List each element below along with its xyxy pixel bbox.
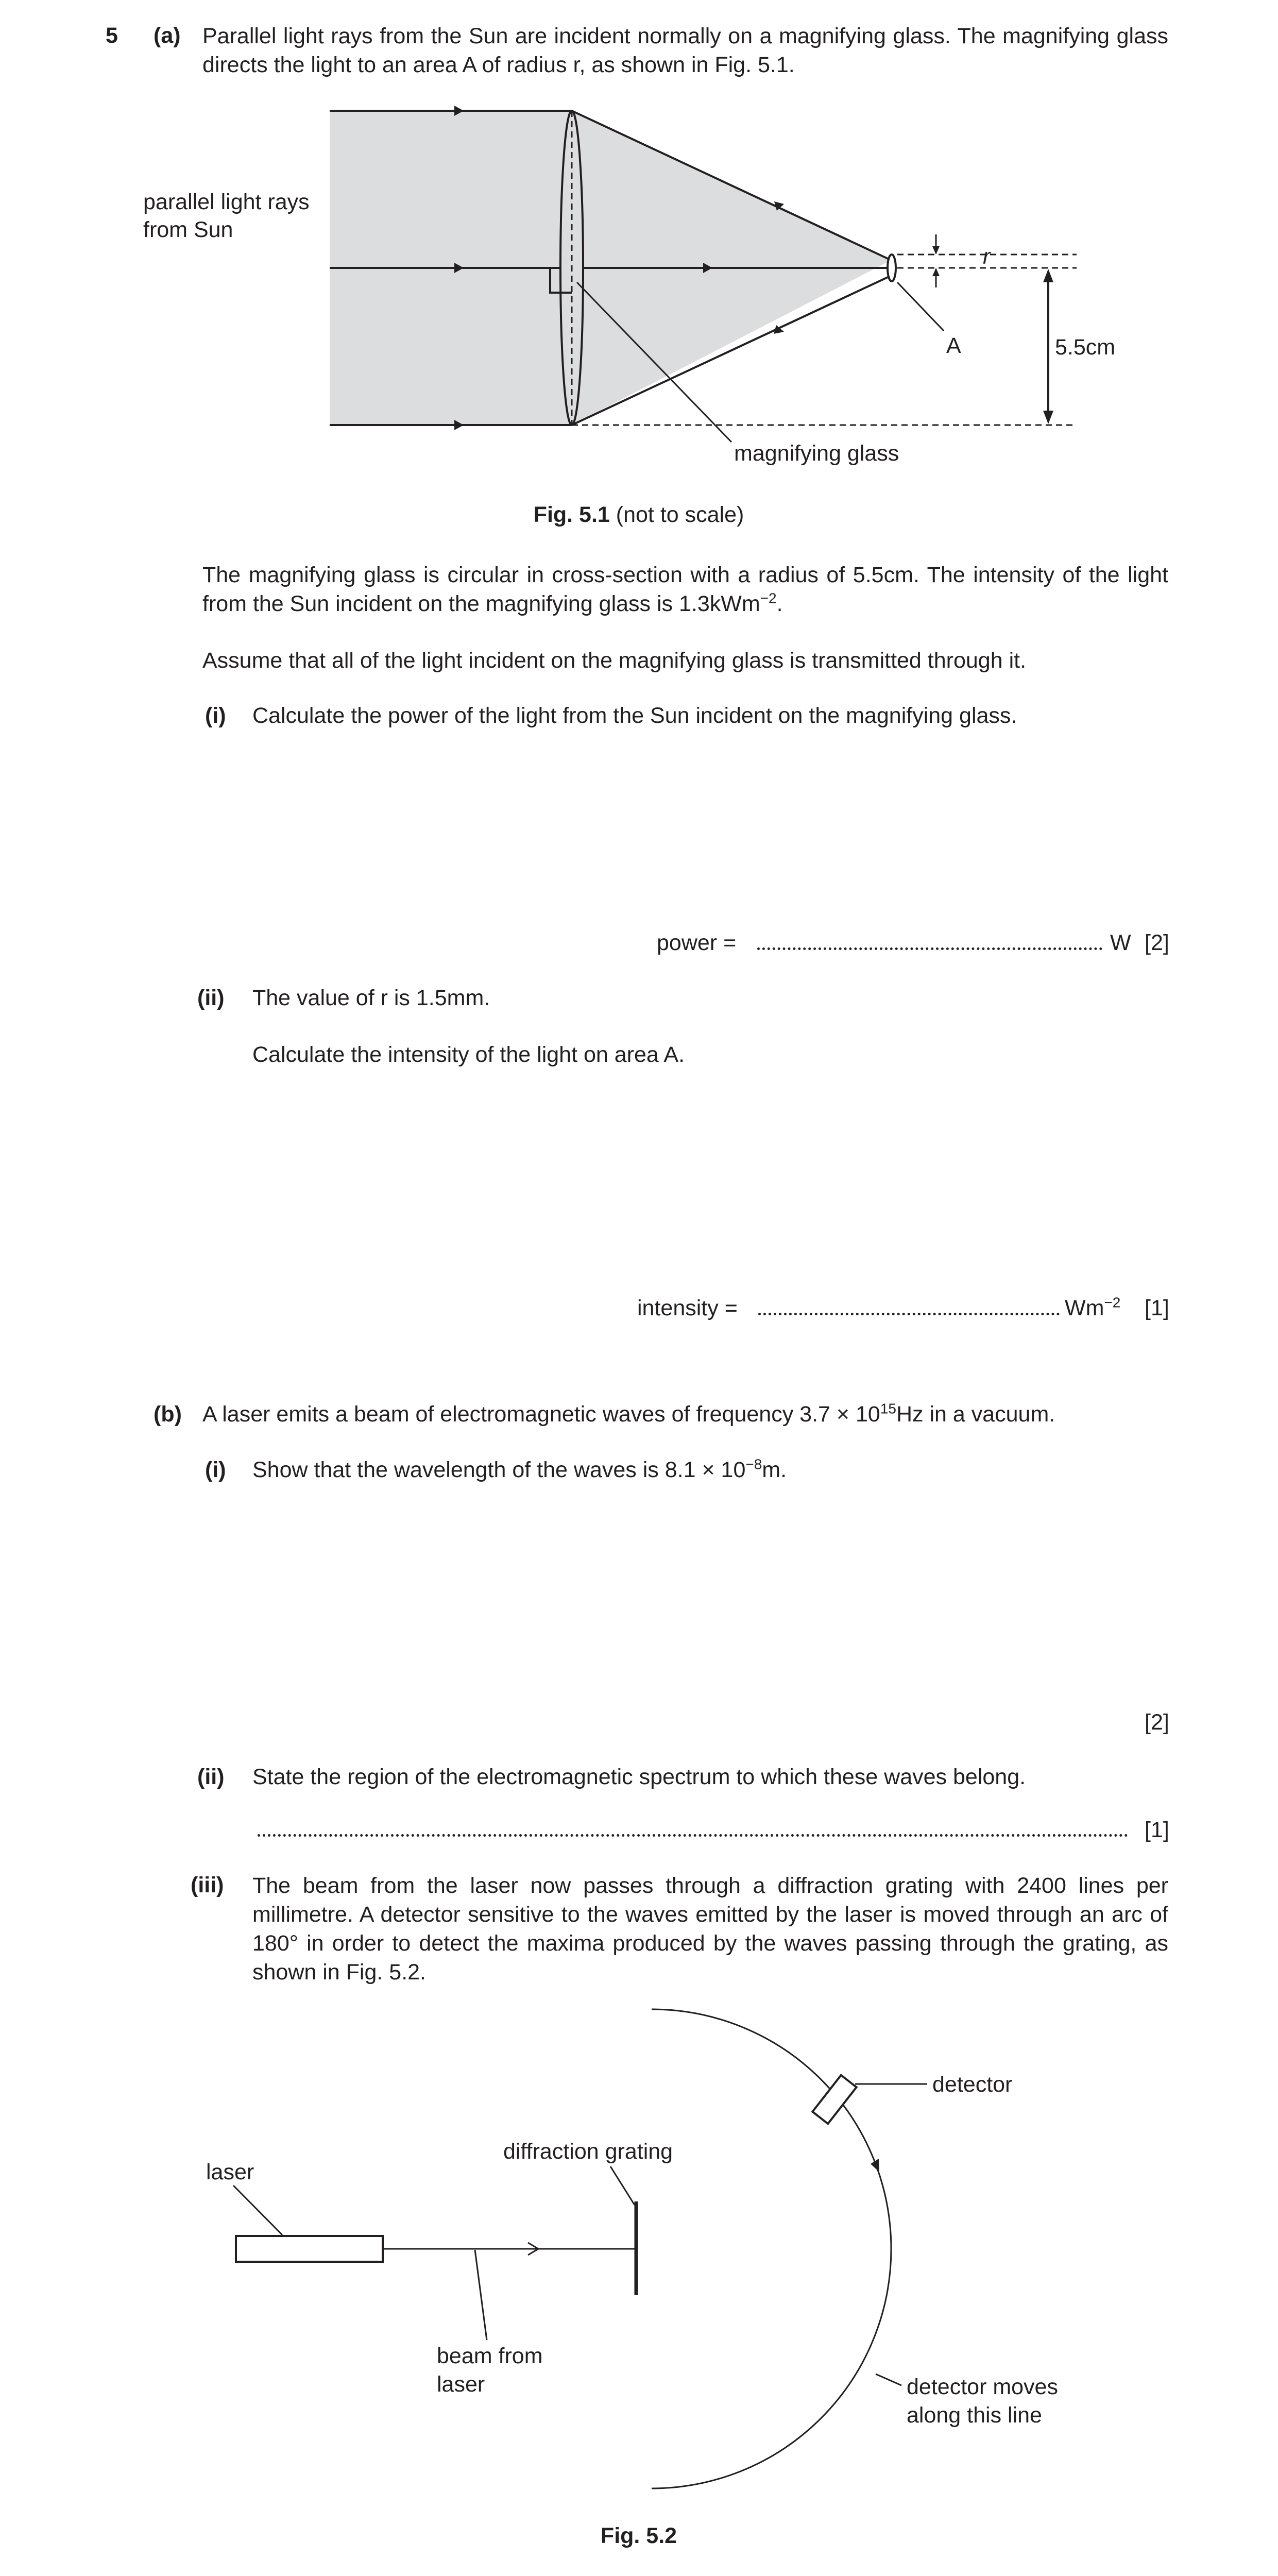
part-a-intro: Parallel light rays from the Sun are incident normally on a magnifying glass. The magnifying glass directs the light to an area A of radius r, as shown in Fig. 5.1. [202, 24, 1168, 77]
part-b-intro: A laser emits a beam of electromagnetic waves of frequency $3.7 \times 10^{15}Hz$ in a vacuum. [202, 1400, 1055, 1427]
leader-grating [610, 2166, 635, 2205]
label-detector: detector [932, 2072, 1013, 2097]
part-b-ii-text: State the region of the electromagnetic spectrum to which these waves belong. [252, 1765, 1026, 1789]
leader-beam [475, 2250, 487, 2340]
label-moves-line1: detector moves [907, 2375, 1058, 2399]
info-paragraph-1: The magnifying glass is circular in cross-section with a radius of 5.5cm. The intensity of the light from the Sun incident on the magnifying glass is 1.3kWm$^{-2}$. [202, 563, 1168, 616]
label-r: r [983, 244, 991, 269]
power-unit: W [1110, 930, 1131, 955]
label-laser: laser [206, 2160, 254, 2184]
label-rays-line2: from Sun [143, 217, 233, 242]
arrow-icon [932, 246, 940, 255]
power-answer-label: power = [657, 930, 737, 955]
label-beam-line2: laser [437, 2372, 485, 2397]
label-moves-line2: along this line [907, 2403, 1042, 2428]
part-b-i-text: Show that the wavelength of the waves is $8.1 \times 10^{-8}m$. [252, 1456, 787, 1482]
part-a-ii-label: (ii) [197, 986, 225, 1010]
part-b-iii-label: (iii) [191, 1873, 224, 1897]
label-rays-line1: parallel light rays [143, 190, 310, 214]
marks-b-i: [2] [1145, 1710, 1169, 1735]
intensity-answer-label: intensity = [637, 1296, 738, 1320]
marks-a-i: [2] [1145, 930, 1169, 955]
marks-b-ii: [1] [1145, 1818, 1169, 1842]
figure-5-2-caption: Fig. 5.2 [600, 2523, 677, 2548]
label-distance: 5.5cm [1055, 335, 1116, 360]
marks-a-ii: [1] [1145, 1296, 1169, 1320]
part-b-ii-label: (ii) [197, 1765, 225, 1789]
part-a-ii-text2: Calculate the intensity of the light on area A. [252, 1042, 685, 1067]
part-a-ii-text1: The value of r is 1.5mm. [252, 986, 490, 1010]
laser-box [236, 2236, 383, 2262]
part-b-i-label: (i) [205, 1458, 226, 1482]
question-number: 5 [106, 23, 118, 48]
detector-arc [652, 2009, 891, 2488]
part-a-label: (a) [154, 23, 181, 48]
area-A [888, 255, 896, 281]
power-answer-line[interactable] [757, 947, 1102, 950]
detector [812, 2075, 856, 2124]
answer-line-b-ii[interactable] [258, 1834, 1128, 1837]
intensity-unit: $Wm^{-2}$ [1065, 1294, 1121, 1320]
part-a-i-label: (i) [205, 703, 226, 728]
leader-moves [876, 2374, 901, 2385]
leader-A [897, 282, 944, 331]
part-a-i-text: Calculate the power of the light from the Sun incident on the magnifying glass. [252, 703, 1017, 728]
part-b-label: (b) [154, 1402, 182, 1427]
arrow-icon [1043, 411, 1053, 424]
info-paragraph-2: Assume that all of the light incident on the magnifying glass is transmitted through it. [202, 648, 1027, 673]
intensity-answer-line[interactable] [758, 1313, 1060, 1315]
label-grating: diffraction grating [503, 2139, 673, 2164]
label-beam-line1: beam from [437, 2344, 543, 2368]
part-b-iii-text: The beam from the laser now passes through a diffraction grating with 2400 lines per millimetre. A detector sensitive to the waves emitted by the laser is moved through an arc of 180° in order to detect the maxima produced by the waves passing through the grating, as shown in Fig. 5.2. [252, 1873, 1168, 1985]
figure-5-1 [0, 0, 1278, 515]
arrow-icon [1043, 269, 1053, 282]
figure-5-2 [0, 1984, 1278, 2540]
label-glass: magnifying glass [734, 441, 899, 466]
arrow-icon [932, 268, 940, 276]
leader-laser [233, 2185, 282, 2235]
label-A: A [946, 333, 961, 358]
figure-5-1-caption: Fig. 5.1 (not to scale) [533, 502, 744, 527]
